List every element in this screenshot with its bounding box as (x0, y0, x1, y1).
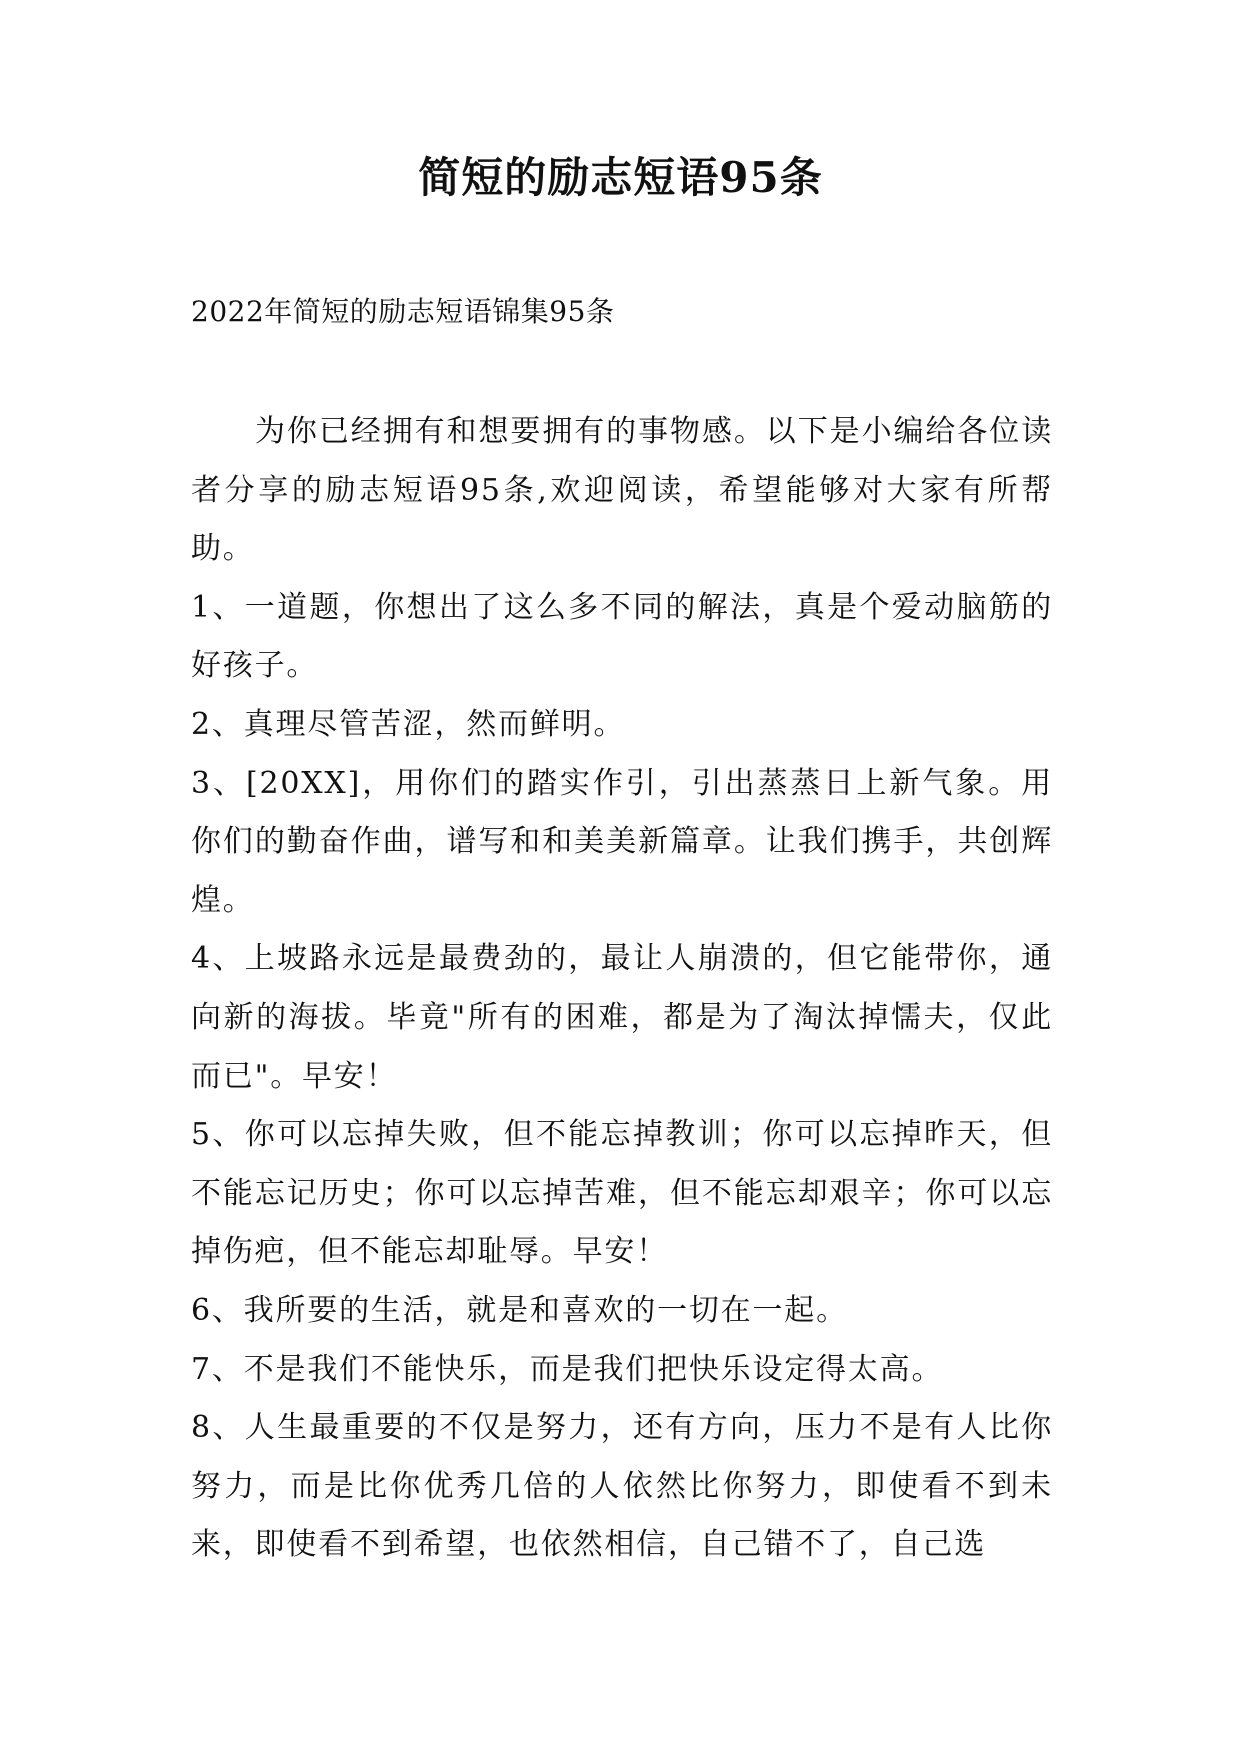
list-item: 8、人生最重要的不仅是努力，还有方向，压力不是有人比你努力，而是比你优秀几倍的人依然比你努力，即使看不到未来，即使看不到希望，也依然相信，自己错不了，自己选 (191, 1410, 1053, 1563)
list-item: 6、我所要的生活，就是和喜欢的一切在一起。 (191, 1292, 848, 1328)
intro-paragraph: 为你已经拥有和想要拥有的事物感。以下是小编给各位读者分享的励志短语95条,欢迎阅读，希望能够对大家有所帮助。 (191, 414, 1053, 567)
page-title: 简短的励志短语95条 (418, 153, 823, 202)
document-subtitle: 2022年简短的励志短语锦集95条 (191, 295, 615, 328)
list-item: 1、一道题，你想出了这么多不同的解法，真是个爱动脑筋的好孩子。 (191, 589, 1053, 684)
list-item: 5、你可以忘掉失败，但不能忘掉教训；你可以忘掉昨天，但不能忘记历史；你可以忘掉苦难，但不能忘却艰辛；你可以忘掉伤疤，但不能忘却耻辱。早安！ (191, 1117, 1053, 1270)
list-item: 2、真理尽管苦涩，然而鲜明。 (191, 706, 626, 742)
list-item: 3、[20XX]，用你们的踏实作引，引出蒸蒸日上新气象。用你们的勤奋作曲，谱写和和美美新篇章。让我们携手，共创辉煌。 (191, 765, 1053, 918)
document-body (191, 403, 1053, 1575)
list-item: 4、上坡路永远是最费劲的，最让人崩溃的，但它能带你，通向新的海拔。毕竟"所有的困难，都是为了淘汰掉懦夫，仅此而已"。早安！ (191, 941, 1053, 1094)
list-item: 7、不是我们不能快乐，而是我们把快乐设定得太高。 (191, 1351, 944, 1387)
